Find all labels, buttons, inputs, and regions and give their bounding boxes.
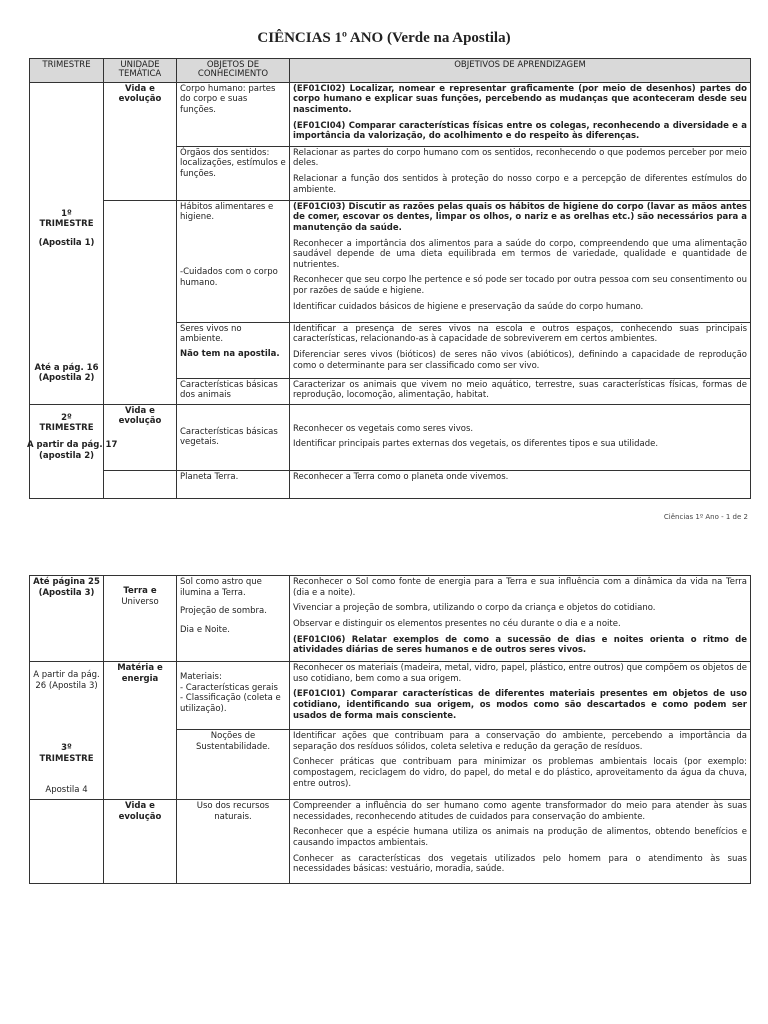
trimester-1-cell xyxy=(30,82,104,404)
knowledge-object: Características básicas vegetais. xyxy=(177,404,290,470)
trimester-1-label: 1º TRIMESTRE xyxy=(39,208,94,230)
unit-vida-evolucao: Vida e evolução xyxy=(104,82,177,200)
trimester-3-from: A partir da pág. 26 (Apostila 3) xyxy=(33,670,100,691)
knowledge-object: Uso dos recursos naturais. xyxy=(177,800,290,884)
learning-goals xyxy=(290,662,751,730)
goal: Identificar ações que contribuam para a conservação do ambiente, percebendo a importância da separação dos resíduos sólidos, coleta seletiva e redução da geração de resíduos. xyxy=(293,731,747,752)
trimester-3-cell xyxy=(30,662,104,800)
unit-terra-universo: Terra e Universo xyxy=(104,576,177,662)
goal: Relacionar a função dos sentidos à proteção do nosso corpo e a percepção de diferentes estímulos do ambiente. xyxy=(293,173,747,195)
goal: Vivenciar a projeção de sombra, utilizando o corpo da criança e objetos do cotidiano. xyxy=(293,603,656,614)
header-objetos: OBJETOS DE CONHECIMENTO xyxy=(177,59,290,83)
unit-vida-evolucao-3: Vida e evolução xyxy=(104,800,177,884)
header-objetivos: OBJETIVOS DE APRENDIZAGEM xyxy=(290,59,751,83)
table-row xyxy=(30,576,751,662)
learning-goals xyxy=(290,378,751,404)
header-row xyxy=(30,59,751,83)
learning-goals xyxy=(290,800,751,884)
not-in-apostila-note: Não tem na apostila. xyxy=(180,348,280,359)
trimester-2-cell xyxy=(27,404,118,498)
goal: Reconhecer o Sol como fonte de energia para a Terra e sua influência com a dinâmica da vida na Terra (dia e a noite). xyxy=(293,577,747,598)
table-row xyxy=(30,662,751,730)
goal: Identificar principais partes externas dos vegetais, os diferentes tipos e sua utilidade. xyxy=(293,439,659,450)
goal: (EF01CI01) Comparar características de diferentes materiais presentes em objetos de uso cotidiano, identificando sua origem, os modos como são descartados e como podem ser usados de forma mais consciente. xyxy=(293,689,747,721)
trimester-2-label: 2º TRIMESTRE xyxy=(39,412,94,434)
goal: (EF01CI04) Comparar características físicas entre os colegas, reconhecendo a diversidade e a importância da valorização, do acolhimento e do respeito às diferenças. xyxy=(293,120,747,142)
learning-goals xyxy=(290,82,751,146)
goal: Conhecer práticas que contribuam para minimizar os problemas ambientais locais (por exemplo: compostagem, reciclagem do vidro, do papel, do metal e do plástico, aproveitamento da água da chuva, entre outros). xyxy=(293,757,747,789)
unit-vida-evolucao-2: Vida e evolução xyxy=(104,404,177,470)
knowledge-object-sub: -Cuidados com o corpo humano. xyxy=(180,266,278,288)
curriculum-table-page-1 xyxy=(29,58,751,499)
learning-goals xyxy=(290,576,751,662)
trimester-3-apostila: Apostila 4 xyxy=(45,784,88,795)
trimester-3-label: 3º TRIMESTRE xyxy=(39,743,94,764)
goal: Reconhecer que seu corpo lhe pertence e só pode ser tocado por outra pessoa com seu consentimento ou por razões de saúde e higiene. xyxy=(293,275,747,297)
goal: Relacionar as partes do corpo humano com os sentidos, reconhecendo o que podemos perceber por meio deles. xyxy=(293,147,747,169)
goal: Diferenciar seres vivos (bióticos) de seres não vivos (abióticos), definindo a capacidade de reprodução como o determinante para ser classificado como ser vivo. xyxy=(293,349,747,371)
table-row xyxy=(30,800,751,884)
goal: Conhecer as características dos vegetais utilizados pelo homem para o atendimento às suas necessidades básicas: vestuário, moradia, saúde. xyxy=(293,853,747,875)
unit-materia-energia: Matéria e energia xyxy=(104,662,177,800)
goal: Identificar a presença de seres vivos na escola e outros espaços, conhecendo suas principais características, relacionando-as à capacidade de sobreviverem em certos ambientes. xyxy=(293,323,747,345)
knowledge-object: Materiais: - Características gerais - Classificação (coleta e utilização). xyxy=(177,662,290,730)
goal: Reconhecer que a espécie humana utiliza os animais na produção de alimentos, obtendo benefícios e causando impactos ambientais. xyxy=(293,827,747,848)
table-row xyxy=(30,404,751,470)
goal: (EF01CI02) Localizar, nomear e representar graficamente (por meio de desenhos) partes do corpo humano e explicar suas funções, percebendo as mudanças que aconteceram desde seu nascimento. xyxy=(293,83,747,115)
goal: Reconhecer os vegetais como seres vivos. xyxy=(293,423,474,434)
curriculum-table-page-2 xyxy=(29,575,751,884)
knowledge-object: Noções de Sustentabilidade. xyxy=(177,730,290,800)
knowledge-object: Hábitos alimentares e higiene. -Cuidados com o corpo humano. xyxy=(177,200,290,322)
learning-goals xyxy=(290,146,751,200)
trimester-1-until: Até a pág. 16 xyxy=(34,362,99,373)
trimester-2-from: A partir da pág. 17 xyxy=(27,439,118,450)
goal: Identificar cuidados básicos de higiene e preservação da saúde do corpo humano. xyxy=(293,301,644,312)
trimester-until-cell: Até página 25 (Apostila 3) xyxy=(30,576,104,662)
knowledge-object: Características básicas dos animais xyxy=(177,378,290,404)
page-footer: Ciências 1º Ano - 1 de 2 xyxy=(663,513,748,521)
goal: Observar e distinguir os elementos presentes no céu durante o dia e a noite. xyxy=(293,618,621,629)
learning-goals xyxy=(290,404,751,470)
goal: Reconhecer a Terra como o planeta onde vivemos. xyxy=(293,471,509,482)
learning-goals xyxy=(290,470,751,498)
knowledge-object: Corpo humano: partes do corpo e suas funções. xyxy=(177,82,290,146)
trimester-1-apostila: (Apostila 1) xyxy=(38,237,95,248)
header-trimestre: TRIMESTRE xyxy=(30,59,104,83)
header-unidade: UNIDADE TEMÁTICA xyxy=(104,59,177,83)
knowledge-object: Sol como astro que ilumina a Terra. Projeção de sombra. Dia e Noite. xyxy=(177,576,290,662)
learning-goals xyxy=(290,730,751,800)
knowledge-object: Planeta Terra. xyxy=(177,470,290,498)
unit-empty xyxy=(104,200,177,404)
goal: Reconhecer a importância dos alimentos para a saúde do corpo, compreendendo que uma alimentação saudável depende de uma dieta equilibrada em termos de variedade, qualidade e quantidade de nutrientes. xyxy=(293,238,747,270)
table-row xyxy=(30,200,751,322)
page-title: CIÊNCIAS 1º ANO (Verde na Apostila) xyxy=(257,30,511,46)
goal: (EF01CI06) Relatar exemplos de como a sucessão de dias e noites orienta o ritmo de atividades diárias de seres humanos e de outros seres vivos. xyxy=(293,634,747,656)
unit-empty xyxy=(104,470,177,498)
goal: (EF01CI03) Discutir as razões pelas quais os hábitos de higiene do corpo (lavar as mãos antes de comer, escovar os dentes, limpar os olhos, o nariz e as orelhas etc.) são necessários para a manutenção da saúde. xyxy=(293,201,747,233)
goal: Caracterizar os animais que vivem no meio aquático, terrestre, suas características físicas, formas de reprodução, locomoção, alimentação, habitat. xyxy=(293,379,747,401)
trimester-1-until-apostila: (Apostila 2) xyxy=(38,373,95,384)
learning-goals xyxy=(290,200,751,322)
knowledge-object: Seres vivos no ambiente. Não tem na apostila. xyxy=(177,322,290,378)
knowledge-object: Órgãos dos sentidos: localizações, estímulos e funções. xyxy=(177,146,290,200)
trimester-2-apostila: (apostila 2) xyxy=(39,450,94,461)
trimester-empty xyxy=(30,800,104,884)
goal: Reconhecer os materiais (madeira, metal, vidro, papel, plástico, entre outros) que compõem os objetos de uso cotidiano, bem como a sua origem. xyxy=(293,663,747,684)
table-row xyxy=(30,82,751,146)
goal: Compreender a influência do ser humano como agente transformador do meio para atender às suas necessidades, reconhecendo atitudes de cuidados para conservação do ambiente. xyxy=(293,801,747,822)
table-row xyxy=(30,470,751,498)
learning-goals xyxy=(290,322,751,378)
